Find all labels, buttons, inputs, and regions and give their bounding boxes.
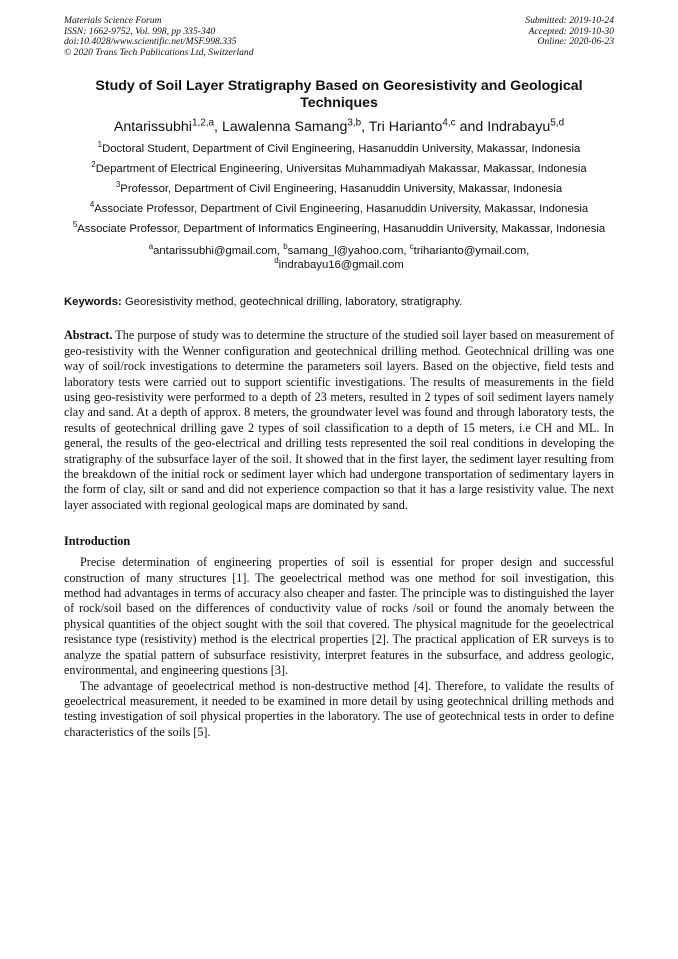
- keywords-text: Georesistivity method, geotechnical drilling, laboratory, stratigraphy.: [124, 296, 463, 309]
- submission-dates: [525, 16, 614, 58]
- author: Antarissubhi$^{1,2,a}$,: [113, 117, 222, 136]
- affiliation: $^3$Professor, Department of Civil Engineering, Hasanuddin University, Makassar, Indonesia: [115, 180, 563, 196]
- affiliation-list: [64, 142, 614, 236]
- section-heading: Introduction: [64, 534, 131, 549]
- keywords: [64, 296, 614, 308]
- author-list: [64, 118, 614, 136]
- online-date: Online: 2020-06-23: [537, 36, 614, 48]
- journal-doi: doi:10.4028/www.scientific.net/MSF.998.335: [64, 36, 237, 48]
- email[interactable]: $^c$triharianto@ymail.com: [409, 242, 527, 258]
- paragraph: Precise determination of engineering properties of soil is essential for proper design and successful construction of many structures [1]. The geoelectrical method was one method for soil investigation, this method had advantages in terms of accuracy also cheaper and faster. The principle was to distinguished the layer of rock/soil based on the differences of conductivity value of rocks /soil or found the anomaly between the physical quantities of the object sought with the soil that covered. The physical magnitude for the geoelectrical resistance type (resistivity) method is the electrical properties [2]. The practical application of ER surveys is to analyze the spatial pattern of subsurface resistivity, interpret features in the subsurface, and address geologic, environmental, and engineering questions [3].: [64, 555, 614, 678]
- affiliation: $^1$Doctoral Student, Department of Civil Engineering, Hasanuddin University, Makassar, Indonesia: [97, 140, 581, 156]
- email[interactable]: $^d$indrabayu16@gmail.com: [274, 256, 404, 272]
- author: Tri Harianto$^{4,c}$ and: [368, 117, 488, 136]
- abstract: [64, 328, 614, 513]
- keywords-label: Keywords:: [64, 296, 122, 309]
- journal-header: [64, 16, 614, 58]
- affiliation: $^4$Associate Professor, Department of Civil Engineering, Hasanuddin University, Makassar, Indonesia: [89, 200, 589, 216]
- paragraph: The advantage of geoelectrical method is non-destructive method [4]. Therefore, to validate the results of geoelectrical measurement, it needed to be examined in more detail by using geotechnical drilling methods and testing investigation of soil physical properties in the laboratory. The use of geotechnical tests in order to define characteristics of the soils [5].: [64, 678, 614, 739]
- email[interactable]: $^b$samang_l@yahoo.com: [283, 242, 404, 258]
- paper-page: [64, 16, 614, 740]
- email[interactable]: $^a$antarissubhi@gmail.com: [148, 242, 277, 258]
- author: Indrabayu$^{5,d}$: [487, 117, 565, 136]
- journal-issn: ISSN: 1662-9752, Vol. 998, pp 335-340: [64, 25, 216, 37]
- email-list: $^a$antarissubhi@gmail.com, $^b$samang_l@yahoo.com, $^c$triharianto@ymail.com, $^d$indrabayu16@gmail.com: [148, 242, 530, 272]
- journal-info: [64, 16, 254, 58]
- affiliation: $^5$Associate Professor, Department of Informatics Engineering, Hasanuddin University, Makassar, Indonesia: [72, 220, 606, 236]
- abstract-label: Abstract.: [64, 328, 113, 343]
- accepted-date: Accepted: 2019-10-30: [528, 25, 614, 37]
- paper-title: Study of Soil Layer Stratigraphy Based on Georesistivity and Geological Techniques: [95, 78, 583, 112]
- submitted-date: Submitted: 2019-10-24: [525, 15, 614, 26]
- abstract-text: The purpose of study was to determine the structure of the studied soil layer based on measurement of geo-resistivity with the Wenner configuration and geotechnical drilling method. Geotechnical drilling was one way of soil/rock investigations to determine the parameters soil layers. Based on the objective, field tests and laboratory tests were carried out to support scientific investigations. The results of measurements in the field using geo-resistivity were performed to a depth of 23 meters, resulted in 2 types of soil sediment layers namely clay and sand. At a depth of approx. 8 meters, the groundwater level was found and through laboratory tests, the results of geotechnical drilling gave 2 types of soil classification to a depth of 15 meters, i.e CH and ML. In general, the results of the geo-electrical and drilling tests represented the soil real conditions in developing the stratigraphy of the subsurface layer of the soil. It showed that in the first layer, the sediment layer resulting from the breakdown of the initial rock or sediment layer which had undergone transportation of sedimentary layers in the form of clay, silt or sand and did not experience compaction so that it has a large resistivity value. The next layer associated with regional geological maps are dominated by sand.: [64, 328, 615, 512]
- author: Lawalenna Samang$^{3,b}$,: [221, 117, 369, 136]
- journal-name: Materials Science Forum: [64, 15, 162, 26]
- affiliation: $^2$Department of Electrical Engineering, Universitas Muhammadiyah Makassar, Makassar, Indonesia: [91, 160, 587, 176]
- journal-copyright: © 2020 Trans Tech Publications Ltd, Switzerland: [64, 46, 254, 58]
